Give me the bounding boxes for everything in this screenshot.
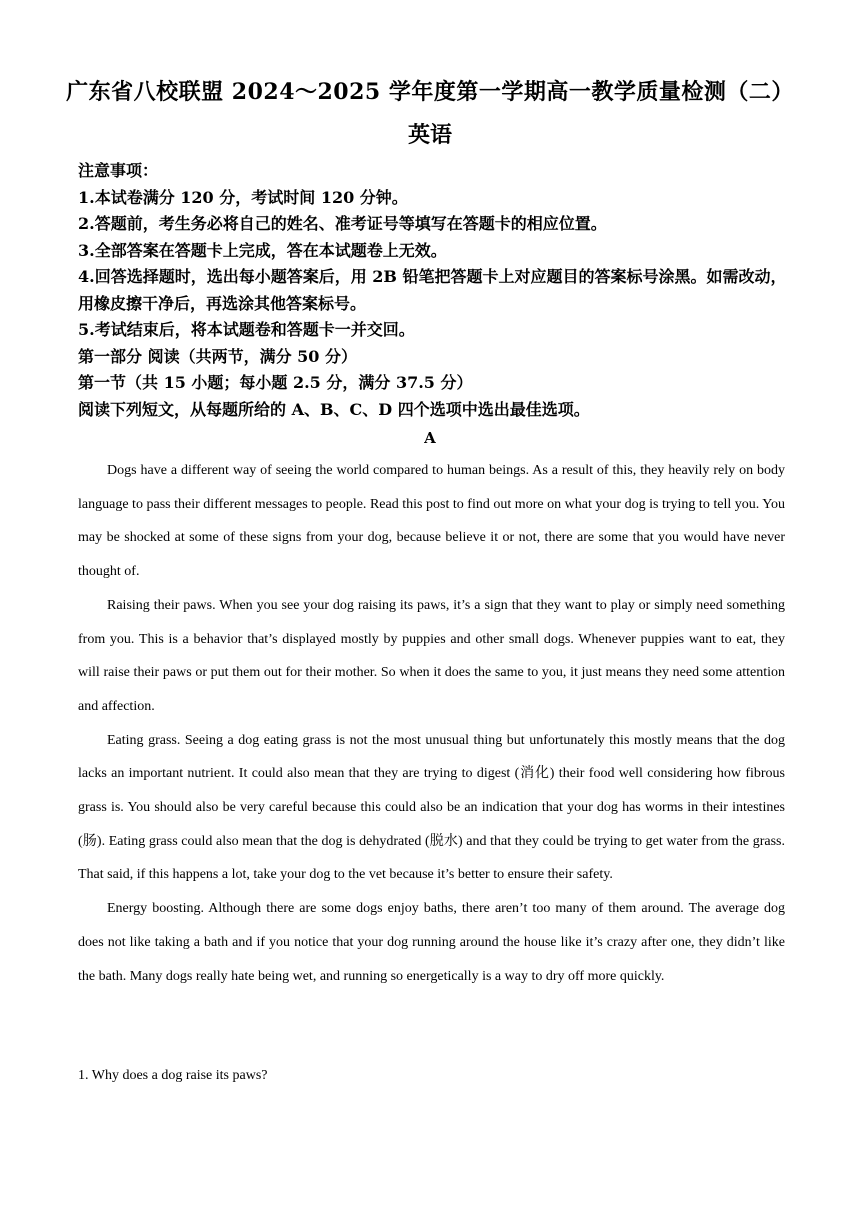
reading-instruction: 阅读下列短文，从每题所给的 A、B、C、D 四个选项中选出最佳选项。 [78, 399, 590, 419]
note-item: 3.全部答案在答题卡上完成，答在本试题卷上无效。 [78, 240, 447, 260]
note-item: 1.本试卷满分 120 分，考试时间 120 分钟。 [78, 187, 408, 207]
passage-paragraph: Raising their paws. When you see your dog raising its paws, it’s a sign that they want to play or simply need something from you. This is a behavior that’s displayed mostly by puppies and other small dogs. Whenever puppies want to eat, they will raise their paws or put them out for their mother. So when it does the same to you, it just means they need some attention and affection. [78, 597, 785, 714]
note-item: 2.答题前，考生务必将自己的姓名、准考证号等填写在答题卡的相应位置。 [78, 214, 607, 233]
exam-title: 广东省八校联盟 2024～2025 学年度第一学期高一教学质量检测（二） [66, 79, 794, 105]
note-item: 5.考试结束后，将本试题卷和答题卡一并交回。 [78, 320, 415, 339]
passage-paragraph: Energy boosting. Although there are some dogs enjoy baths, there aren’t too many of them around. The average dog does not like taking a bath and if you notice that your dog running around the house like it’s crazy after one, they didn’t like the bath. Many dogs really hate being wet, and running so energetically is a way to dry off more quickly. [78, 901, 785, 984]
part-heading: 第一部分 阅读（共两节，满分 50 分） [78, 346, 357, 366]
exam-notes [78, 158, 788, 423]
reading-passage [78, 454, 785, 993]
notes-heading: 注意事项： [78, 161, 159, 180]
section-heading: 第一节（共 15 小题；每小题 2.5 分，满分 37.5 分） [78, 373, 473, 392]
passage-letter: A [424, 429, 436, 447]
question-1: 1. Why does a dog raise its paws? [78, 1068, 268, 1083]
passage-paragraph: Eating grass. Seeing a dog eating grass is not the most unusual thing but unfortunately this mostly means that the dog lacks an important nutrient. It could also mean that they are trying to digest (消化) their food well considering how fibrous grass is. You should also be very careful because this could also be an indication that your dog has worms in their intestines (肠). Eating grass could also mean that the dog is dehydrated (脱水) and that they could be trying to get water from the grass. That said, if this happens a lot, take your dog to the vet because it’s better to ensure their safety. [78, 732, 785, 883]
subject-title: 英语 [407, 122, 452, 148]
passage-paragraph: Dogs have a different way of seeing the world compared to human beings. As a result of this, they heavily rely on body language to pass their different messages to people. Read this post to find out more on what your dog is trying to tell you. You may be shocked at some of these signs from your dog, because believe it or not, there are some that you would have never thought of. [78, 463, 785, 580]
note-item: 4.回答选择题时，选出每小题答案后，用 2B 铅笔把答题卡上对应题目的答案标号涂黑。如需改动，用橡皮擦干净后，再选涂其他答案标号。 [78, 267, 787, 313]
